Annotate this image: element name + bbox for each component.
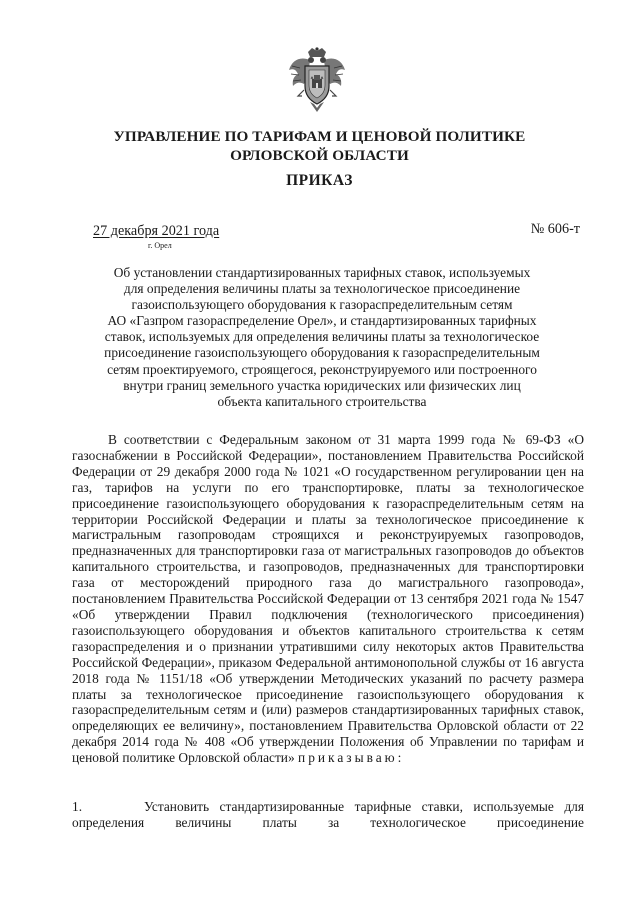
subject-line: объекта капитального строительства [217,393,427,409]
subject-line: АО «Газпром газораспределение Орел», и стандартизированных тарифных [107,313,537,329]
coat-of-arms-icon [286,46,348,116]
preamble-text: В соответствии с Федеральным законом от 31 марта 1999 года № 69-ФЗ «О газоснабжении в Российской Федерации», постановлением Правительства Российской Федерации от 29 декабря 2000 года № 1021 «О государственном регулировании цен на газ, тарифов на услуги по его транспортировке, платы за технологическое присоединение газоиспользующего оборудования к газораспределительным сетям на территории Российской Федерации и платы за технологическое присоединение к магистральным газопроводам строящихся и реконструируемых газопроводов, предназначенных для транспортировки газа от магистральных газопроводов до объектов капитального строительства, и газопроводов, предназначенных для транспортировки газа от месторождений природного газа до магистрального газопровода», постановлением Правительства Российской Федерации от 13 сентября 2021 года № 1547 «Об утверждении Правил подключения (технологического присоединения) газоиспользующего оборудования и объектов капитального строительства к сетям газораспределения и о признании утратившими силу некоторых актов Правительства Российской Федерации», приказом Федеральной антимонопольной службы от 16 августа 2018 года № 1151/18 «Об утверждении Методических указаний по расчету размера платы за технологическое присоединение газоиспользующего оборудования к газораспределительным сетям и (или) размеров стандартизированных тарифных ставок, определяющих ее величину», постановлением Правительства Орловской области от 22 декабря 2014 года № 408 «Об утверждении Положения об Управлении по тарифам и ценовой политике Орловской области» [72,432,584,766]
organization-name-line2: ОРЛОВСКОЙ ОБЛАСТИ [230,147,409,164]
order-city: г. Орел [148,241,172,250]
item-word: платы [262,815,297,830]
order-item-number: 1. [72,799,83,814]
subject-line: сетям проектируемого, строящегося, реконструируемого или построенного [107,361,537,377]
item-word: величины [175,815,232,830]
subject-line: внутри границ земельного участка юридических или физических лиц [123,377,521,393]
order-item-1-continuation [72,815,584,831]
subject-line: газоиспользующего оборудования к газораспределительным сетям [131,297,513,313]
subject-line: ставок, используемых для определения величины платы за технологическое [104,329,540,345]
subject-line: Об установлении стандартизированных тарифных ставок, используемых [113,265,531,280]
order-subject [72,265,572,410]
order-item-1 [72,799,584,815]
document-type: ПРИКАЗ [286,172,353,189]
item-word: определения [72,815,145,830]
order-item-text: Установить стандартизированные тарифные ставки, используемые для [144,799,584,814]
organization-name [60,127,579,165]
organization-name-line1: УПРАВЛЕНИЕ ПО ТАРИФАМ И ЦЕНОВОЙ ПОЛИТИКЕ [113,128,526,145]
item-word: технологическое [370,815,466,830]
order-word: приказываю: [298,750,405,766]
preamble-paragraph [72,432,584,766]
subject-line: для определения величины платы за технологическое присоединение [123,281,521,297]
order-number: № 606-т [530,221,580,237]
item-word: за [327,815,340,830]
subject-line: присоединение газоиспользующего оборудования к газораспределительным [104,345,540,361]
order-date: 27 декабря 2021 года [93,223,220,239]
item-word: присоединение [497,815,584,830]
